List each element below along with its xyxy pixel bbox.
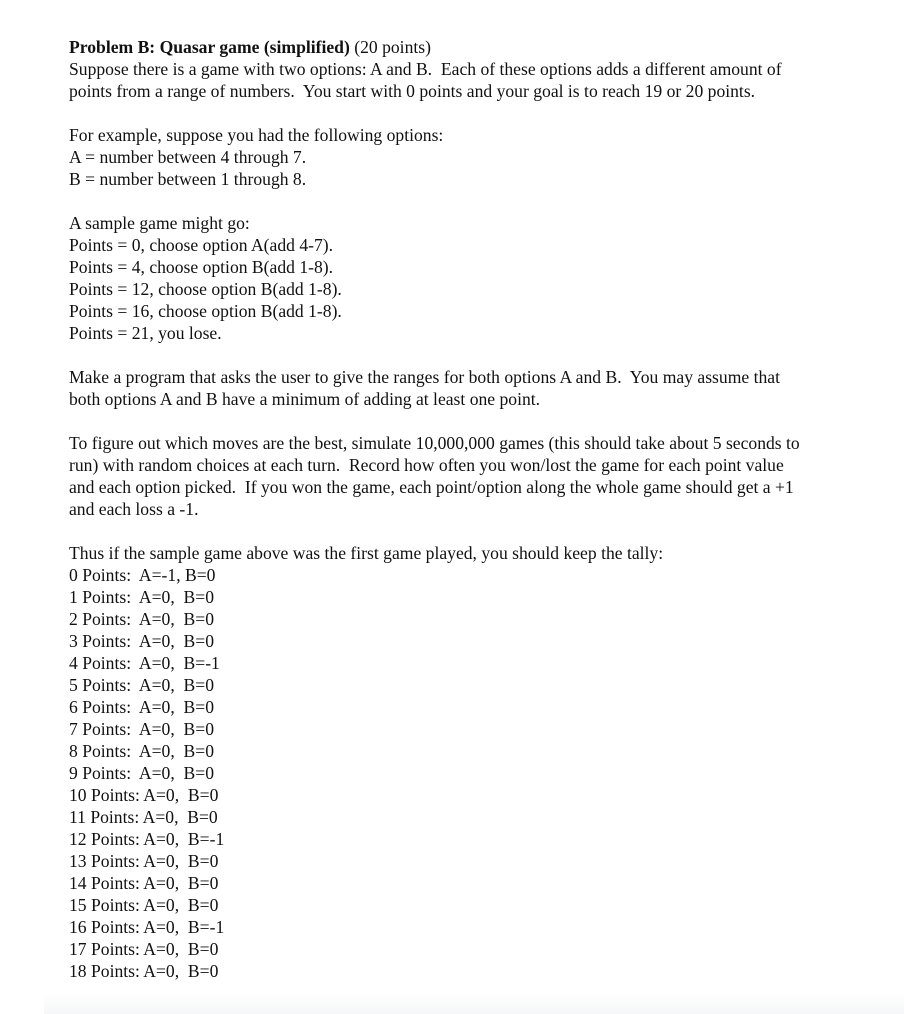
simulate-line: run) with random choices at each turn. Record how often you won/lost the game for each point value [69,455,784,475]
sample-game-line: Points = 21, you lose. [69,323,222,343]
simulate-line: and each option picked. If you won the game, each point/option along the whole game should get a +1 [69,477,794,497]
tally-row: 9 Points: A=0, B=0 [69,763,214,783]
sample-game-line: Points = 16, choose option B(add 1-8). [69,301,342,321]
tally-row: 16 Points: A=0, B=-1 [69,917,225,937]
tally-row: 10 Points: A=0, B=0 [69,785,219,805]
paragraph-gap [69,102,869,124]
example-paragraph [69,124,869,190]
paragraph-gap [69,190,869,212]
tally-row: 1 Points: A=0, B=0 [69,587,214,607]
intro-paragraph [69,58,869,102]
page-bottom-edge [44,992,904,1014]
tally-row: 14 Points: A=0, B=0 [69,873,219,893]
sample-game-paragraph [69,212,869,344]
intro-line: Suppose there is a game with two options: A and B. Each of these options adds a different amount of [69,59,782,79]
tally-row: 3 Points: A=0, B=0 [69,631,214,651]
sample-game-line: Points = 0, choose option A(add 4-7). [69,235,334,255]
tally-row: 4 Points: A=0, B=-1 [69,653,220,673]
program-paragraph [69,366,869,410]
problem-heading [69,36,869,58]
tally-row: 12 Points: A=0, B=-1 [69,829,225,849]
tally-row: 6 Points: A=0, B=0 [69,697,214,717]
sample-game-line: Points = 4, choose option B(add 1-8). [69,257,334,277]
program-line: both options A and B have a minimum of adding at least one point. [69,389,541,409]
sample-game-line: Points = 12, choose option B(add 1-8). [69,279,342,299]
tally-row: 18 Points: A=0, B=0 [69,961,219,981]
document-content [69,36,869,982]
paragraph-gap [69,344,869,366]
example-line: A = number between 4 through 7. [69,147,307,167]
program-line: Make a program that asks the user to give the ranges for both options A and B. You may assume that [69,367,780,387]
problem-points: (20 points) [349,37,431,57]
paragraph-gap [69,520,869,542]
example-line: B = number between 1 through 8. [69,169,307,189]
simulate-line: To figure out which moves are the best, simulate 10,000,000 games (this should take about 5 seconds to [69,433,800,453]
tally-row: 0 Points: A=-1, B=0 [69,565,216,585]
sample-game-line: A sample game might go: [69,213,250,233]
paragraph-gap [69,410,869,432]
intro-line: points from a range of numbers. You start with 0 points and your goal is to reach 19 or 20 points. [69,81,756,101]
tally-row: 7 Points: A=0, B=0 [69,719,214,739]
tally-section [69,542,869,982]
tally-row: 17 Points: A=0, B=0 [69,939,219,959]
simulate-paragraph [69,432,869,520]
example-line: For example, suppose you had the following options: [69,125,444,145]
tally-row: 13 Points: A=0, B=0 [69,851,219,871]
simulate-line: and each loss a -1. [69,499,199,519]
problem-title: Problem B: Quasar game (simplified) [69,37,350,57]
tally-intro: Thus if the sample game above was the first game played, you should keep the tally: [69,543,664,563]
tally-row: 11 Points: A=0, B=0 [69,807,218,827]
tally-row: 8 Points: A=0, B=0 [69,741,214,761]
tally-row: 2 Points: A=0, B=0 [69,609,214,629]
tally-row: 15 Points: A=0, B=0 [69,895,219,915]
tally-row: 5 Points: A=0, B=0 [69,675,214,695]
